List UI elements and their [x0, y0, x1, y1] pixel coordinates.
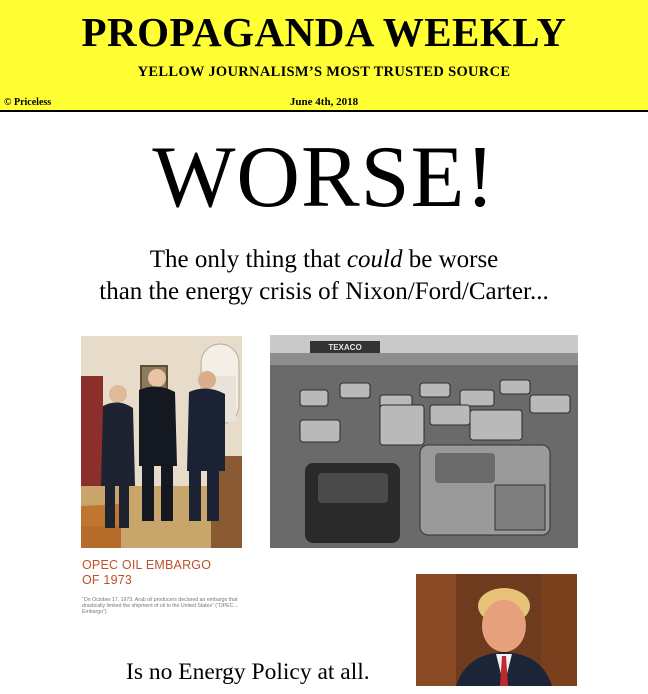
- headline: WORSE!: [152, 129, 496, 226]
- subhead-line1-end: be worse: [402, 246, 499, 273]
- masthead: [0, 0, 648, 111]
- subhead-emphasis: could: [346, 246, 403, 273]
- gas-line-photo: [270, 335, 578, 548]
- masthead-tagline: YELLOW JOURNALISM’S MOST TRUSTED SOURCE: [137, 64, 511, 80]
- masthead-title: PROPAGANDA WEEKLY: [81, 9, 567, 55]
- masthead-rule: [0, 110, 648, 112]
- price-label: © Priceless: [4, 97, 52, 108]
- opec-quote: “On October 17, 1973, Arab oil producers declared an embargo that drastically limited the shipment of oil to the United States” (“OPEC…Embargo”).: [82, 597, 239, 616]
- opec-title-line1: OPEC OIL EMBARGO: [82, 558, 212, 572]
- texaco-sign: TEXACO: [328, 343, 362, 352]
- subheadline: [0, 244, 648, 308]
- opec-title-line2: OF 1973: [82, 573, 133, 587]
- closing-line: Is no Energy Policy at all.: [126, 659, 370, 685]
- three-presidents-photo: [81, 336, 242, 548]
- portrait-photo: [416, 574, 577, 686]
- issue-date: June 4th, 2018: [289, 96, 359, 108]
- opec-caption: [82, 558, 242, 624]
- subhead-line1-start: The only thing that: [149, 246, 347, 273]
- subhead-line2: than the energy crisis of Nixon/Ford/Carter...: [99, 278, 549, 305]
